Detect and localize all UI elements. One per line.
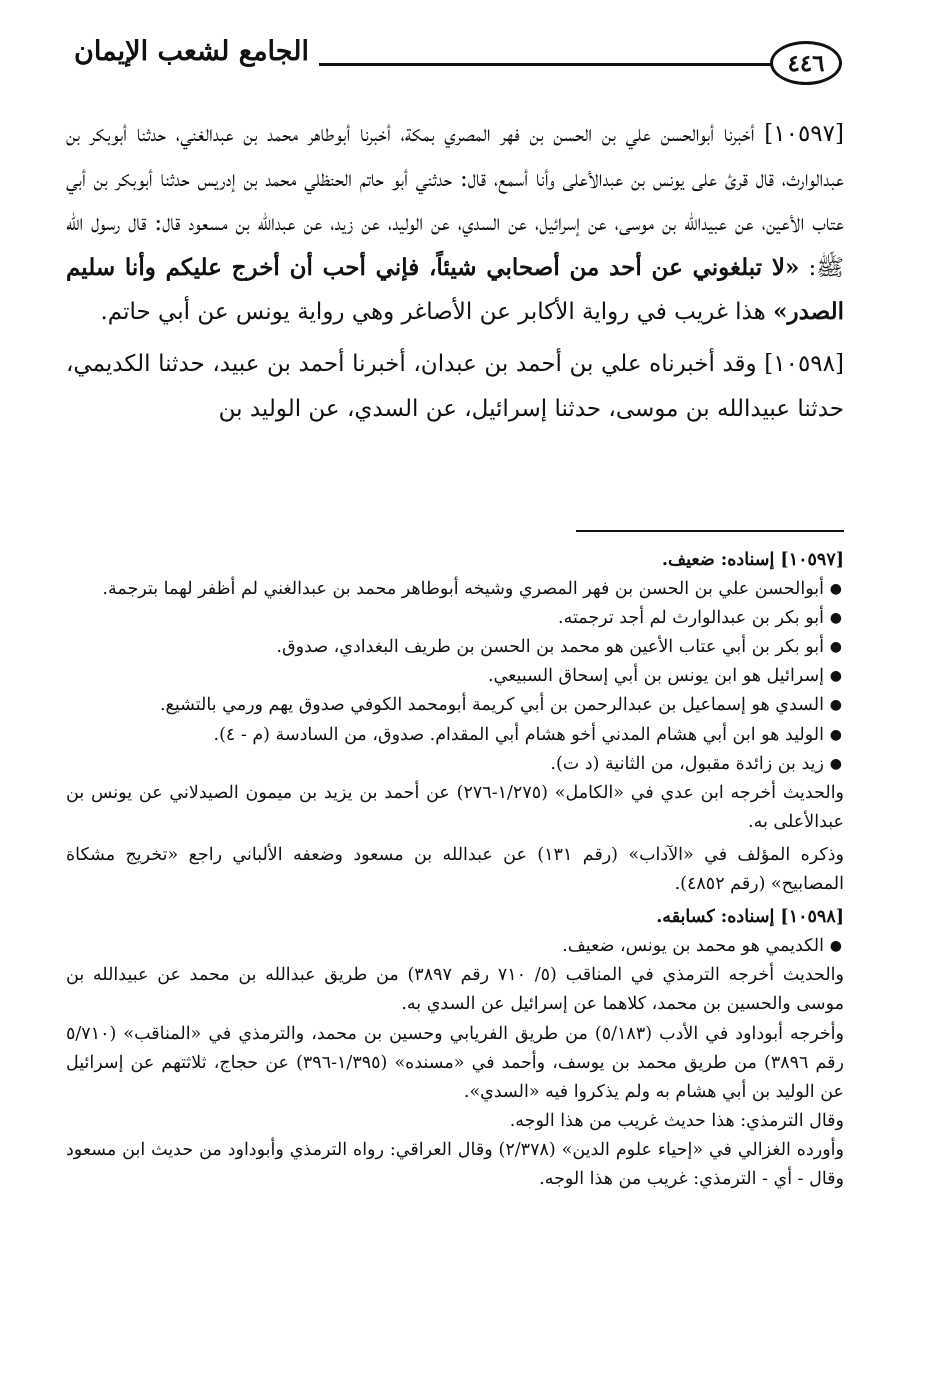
list-item: ● إسرائيل هو ابن يونس بن أبي إسحاق السبيعي.: [66, 662, 844, 691]
list-item: ● أبو بكر بن عبدالوارث لم أجد ترجمته.: [66, 604, 844, 633]
list-item: ● السدي هو إسماعيل بن عبدالرحمن بن أبي كريمة أبومحمد الكوفي صدوق يهم ورمي بالتشيع.: [66, 691, 844, 720]
hadith-10598: [١٠٥٩٨] وقد أخبرناه علي بن أحمد بن عبدان، أخبرنا أحمد بن عبيد، حدثنا الكديمي، حدثنا عبيدالله بن موسى، حدثنا إسرائيل، عن السدي، عن الوليد بن: [66, 350, 844, 422]
page-number: ٤٤٦: [770, 41, 842, 85]
list-item: ● زيد بن زائدة مقبول، من الثانية (د ت).: [66, 750, 844, 779]
hadith-10597-quote: «لا تبلغوني عن أحد من أصحابي شيئاً، فإني أحب أن أخرج عليكم وأنا سليم الصدر»: [66, 253, 844, 326]
footnote-divider: [576, 530, 844, 532]
hadith-10597: [66, 112, 844, 335]
book-title: الجامع لشعب الإيمان: [60, 36, 319, 67]
footnote-paragraph: وقال الترمذي: هذا حديث غريب من هذا الوجه.: [509, 1110, 844, 1131]
footnote-10598-list: [66, 932, 844, 961]
footnote-paragraph: وذكره المؤلف في «الآداب» (رقم ١٣١) عن عبدالله بن مسعود وضعفه الألباني راجع «تخريج مشكاة المصابيح» (رقم ٤٨٥٢).: [66, 844, 844, 895]
running-header: [60, 36, 842, 100]
main-text: [66, 112, 844, 431]
list-item: ● الكديمي هو محمد بن يونس، ضعيف.: [66, 932, 844, 961]
footnote-paragraph: والحديث أخرجه ابن عدي في «الكامل» (١/٢٧٥-٢٧٦) عن أحمد بن يزيد بن ميمون الصيدلاني عن يونس بن عبدالأعلى به.: [66, 782, 845, 832]
list-item: ● أبوالحسن علي بن الحسن بن فهر المصري وشيخه أبوطاهر محمد بن عبدالغني لم أظفر لهما بترجمة.: [66, 575, 844, 604]
list-item: ● أبو بكر بن أبي عتاب الأعين هو محمد بن الحسن بن طريف البغدادي، صدوق.: [66, 633, 844, 662]
footnotes: [66, 546, 844, 1194]
hadith-10597-comment: هذا غريب في رواية الأكابر عن الأصاغر وهي رواية يونس عن أبي حاتم.: [100, 299, 774, 326]
hadith-10597-isnad: [١٠٥٩٧] أخبرنا أبوالحسن علي بن الحسن بن فهر المصري بمكة، أخبرنا أبوطاهر محمد بن عبدالغني، حدثنا أبوبكر بن عبدالوارث، قال قرئ على يونس بن عبدالأعلى وأنا أسمع، قال: حدثني أبو حاتم الحنظلي محمد بن إدريس حدثنا أبوبكر بن أبي عتاب الأعين، عن عبيدالله بن موسى، عن إسرائيل، عن السدي، عن الوليد، عن زيد، عن عبدالله بن مسعود قال: قال رسول الله ﷺ:: [66, 121, 844, 281]
footnote-10597-heading: [١٠٥٩٧] إسناده: ضعيف.: [661, 550, 844, 570]
footnote-paragraph: وأورده الغزالي في «إحياء علوم الدين» (٢/٣٧٨) وقال العراقي: رواه الترمذي وأبوداود من حديث ابن مسعود وقال - أي - الترمذي: غريب من هذا الوجه.: [66, 1139, 844, 1189]
footnote-10597-list: [66, 575, 844, 779]
footnote-10598-heading: [١٠٥٩٨] إسناده: كسابقه.: [656, 907, 844, 928]
footnote-paragraph: والحديث أخرجه الترمذي في المناقب (٥/ ٧١٠ رقم ٣٨٩٧) من طريق عبدالله بن محمد عن عبيدالله بن موسى والحسين بن محمد، كلاهما عن إسرائيل عن السدي به.: [66, 965, 844, 1015]
list-item: ● الوليد هو ابن أبي هشام المدني أخو هشام أبي المقدام. صدوق، من السادسة (م - ٤).: [66, 721, 844, 750]
footnote-paragraph: وأخرجه أبوداود في الأدب (٥/١٨٣) من طريق الفريابي وحسين بن محمد، والترمذي في «المناقب» (٥/٧١٠ رقم ٣٨٩٦) من طريق محمد بن يوسف، وأحمد في «مسنده» (١/٣٩٥-٣٩٦) عن حجاج، ثلاثتهم عن إسرائيل عن الوليد بن أبي هشام به ولم يذكروا فيه «السدي».: [66, 1023, 844, 1102]
